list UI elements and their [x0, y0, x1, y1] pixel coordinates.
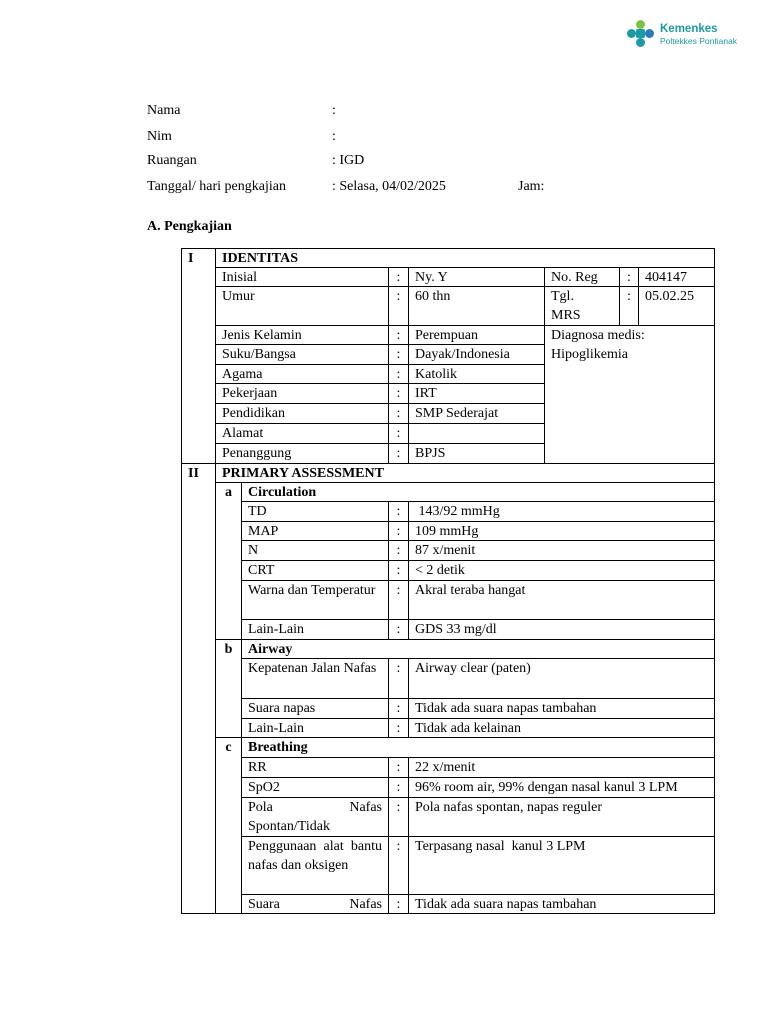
primary-number: II: [181, 463, 216, 914]
alamat-colon: :: [388, 423, 409, 444]
kepatenan-label: Kepatenan Jalan Nafas: [248, 661, 377, 676]
circulation-letter: a: [215, 482, 242, 640]
tglmrs-colon: :: [619, 286, 639, 326]
umur-label: Umur: [215, 286, 389, 326]
warna-cell: [241, 580, 389, 620]
laina-label: Lain-Lain: [241, 718, 389, 738]
ruangan-value: : IGD: [332, 153, 365, 168]
diagnosa-label: Diagnosa medis:: [551, 328, 645, 343]
rr-label: RR: [241, 757, 389, 778]
alamat-label: Alamat: [215, 423, 389, 444]
inisial-colon: :: [388, 267, 409, 287]
suaranafas-cell: [241, 894, 389, 914]
alat-label: Penggunaan alat bantu nafas dan oksigen: [248, 839, 382, 873]
spo2-label: SpO2: [241, 777, 389, 798]
primary-title: PRIMARY ASSESSMENT: [215, 463, 715, 483]
n-value: 87 x/menit: [408, 540, 715, 561]
noreg-colon: :: [619, 267, 639, 287]
diagnosa-cell: [544, 325, 715, 464]
pekerjaan-colon: :: [388, 383, 409, 404]
td-value: 143/92 mmHg: [408, 501, 715, 522]
agama-value: Katolik: [408, 364, 545, 384]
rr-colon: :: [388, 757, 409, 778]
breathing-letter: c: [215, 737, 242, 914]
nama-label: Nama: [147, 103, 181, 118]
tglmrs-value: 05.02.25: [638, 286, 715, 326]
suara-value: Tidak ada suara napas tambahan: [408, 698, 715, 719]
identitas-title: IDENTITAS: [215, 248, 715, 268]
pekerjaan-value: IRT: [408, 383, 545, 404]
identitas-number: I: [181, 248, 216, 464]
pendidikan-colon: :: [388, 403, 409, 424]
crt-colon: :: [388, 560, 409, 581]
suaranafas-label: Suara Nafas: [248, 897, 382, 912]
suku-label: Suku/Bangsa: [215, 344, 389, 365]
noreg-label: No. Reg: [544, 267, 620, 287]
circulation-title: Circulation: [241, 482, 715, 502]
suku-value: Dayak/Indonesia: [408, 344, 545, 365]
pekerjaan-label: Pekerjaan: [215, 383, 389, 404]
penanggung-label: Penanggung: [215, 443, 389, 464]
pola-cell: [241, 797, 389, 837]
td-label: TD: [241, 501, 389, 522]
crt-label: CRT: [241, 560, 389, 581]
kepatenan-value: Airway clear (paten): [408, 658, 715, 699]
inisial-label: Inisial: [215, 267, 389, 287]
penanggung-value: BPJS: [408, 443, 545, 464]
nim-label: Nim: [147, 129, 172, 144]
airway-title: Airway: [241, 639, 715, 659]
spo2-colon: :: [388, 777, 409, 798]
suara-label: Suara napas: [241, 698, 389, 719]
umur-value: 60 thn: [408, 286, 545, 326]
logo-subtitle: Poltekkes Pontianak: [660, 36, 738, 46]
td-colon: :: [388, 501, 409, 522]
agama-label: Agama: [215, 364, 389, 384]
lainc-colon: :: [388, 619, 409, 640]
kemenkes-logo: [626, 19, 756, 49]
breathing-title: Breathing: [241, 737, 715, 758]
logo-brand: Kemenkes: [660, 23, 718, 35]
suara-colon: :: [388, 698, 409, 719]
lainc-label: Lain-Lain: [241, 619, 389, 640]
n-label: N: [241, 540, 389, 561]
inisial-value: Ny. Y: [408, 267, 545, 287]
jk-value: Perempuan: [408, 325, 545, 345]
pola-value: Pola nafas spontan, napas reguler: [408, 797, 715, 837]
assessment-table: [181, 248, 715, 914]
ruangan-label: Ruangan: [147, 153, 197, 168]
n-colon: :: [388, 540, 409, 561]
agama-colon: :: [388, 364, 409, 384]
map-label: MAP: [241, 521, 389, 541]
rr-value: 22 x/menit: [408, 757, 715, 778]
alat-colon: :: [388, 836, 409, 895]
kepatenan-colon: :: [388, 658, 409, 699]
pendidikan-label: Pendidikan: [215, 403, 389, 424]
suku-colon: :: [388, 344, 409, 365]
tanggal-value: : Selasa, 04/02/2025: [332, 179, 446, 194]
umur-colon: :: [388, 286, 409, 326]
nim-value: :: [332, 129, 336, 144]
jam-label: Jam:: [518, 179, 545, 194]
pola-label: Pola Nafas Spontan/Tidak: [248, 800, 382, 834]
kemenkes-logo-icon: [626, 19, 656, 49]
jk-label: Jenis Kelamin: [215, 325, 389, 345]
map-colon: :: [388, 521, 409, 541]
alat-value: Terpasang nasal kanul 3 LPM: [408, 836, 715, 895]
tglmrs-label: Tgl. MRS: [544, 286, 620, 326]
section-title: A. Pengkajian: [147, 219, 232, 234]
crt-value: < 2 detik: [408, 560, 715, 581]
warna-colon: :: [388, 580, 409, 620]
suaranafas-value: Tidak ada suara napas tambahan: [408, 894, 715, 914]
laina-colon: :: [388, 718, 409, 738]
jk-colon: :: [388, 325, 409, 345]
airway-letter: b: [215, 639, 242, 738]
nama-value: :: [332, 103, 336, 118]
suaranafas-colon: :: [388, 894, 409, 914]
penanggung-colon: :: [388, 443, 409, 464]
tanggal-label: Tanggal/ hari pengkajian: [147, 179, 286, 194]
noreg-value: 404147: [638, 267, 715, 287]
pola-colon: :: [388, 797, 409, 837]
diagnosa-value: Hipoglikemia: [551, 347, 628, 362]
warna-label: Warna dan Temperatur: [248, 583, 376, 598]
pendidikan-value: SMP Sederajat: [408, 403, 545, 424]
map-value: 109 mmHg: [408, 521, 715, 541]
warna-value: Akral teraba hangat: [408, 580, 715, 620]
spo2-value: 96% room air, 99% dengan nasal kanul 3 LPM: [408, 777, 715, 798]
alamat-value: [408, 423, 545, 444]
laina-value: Tidak ada kelainan: [408, 718, 715, 738]
lainc-value: GDS 33 mg/dl: [408, 619, 715, 640]
kepatenan-cell: [241, 658, 389, 699]
alat-cell: [241, 836, 389, 895]
